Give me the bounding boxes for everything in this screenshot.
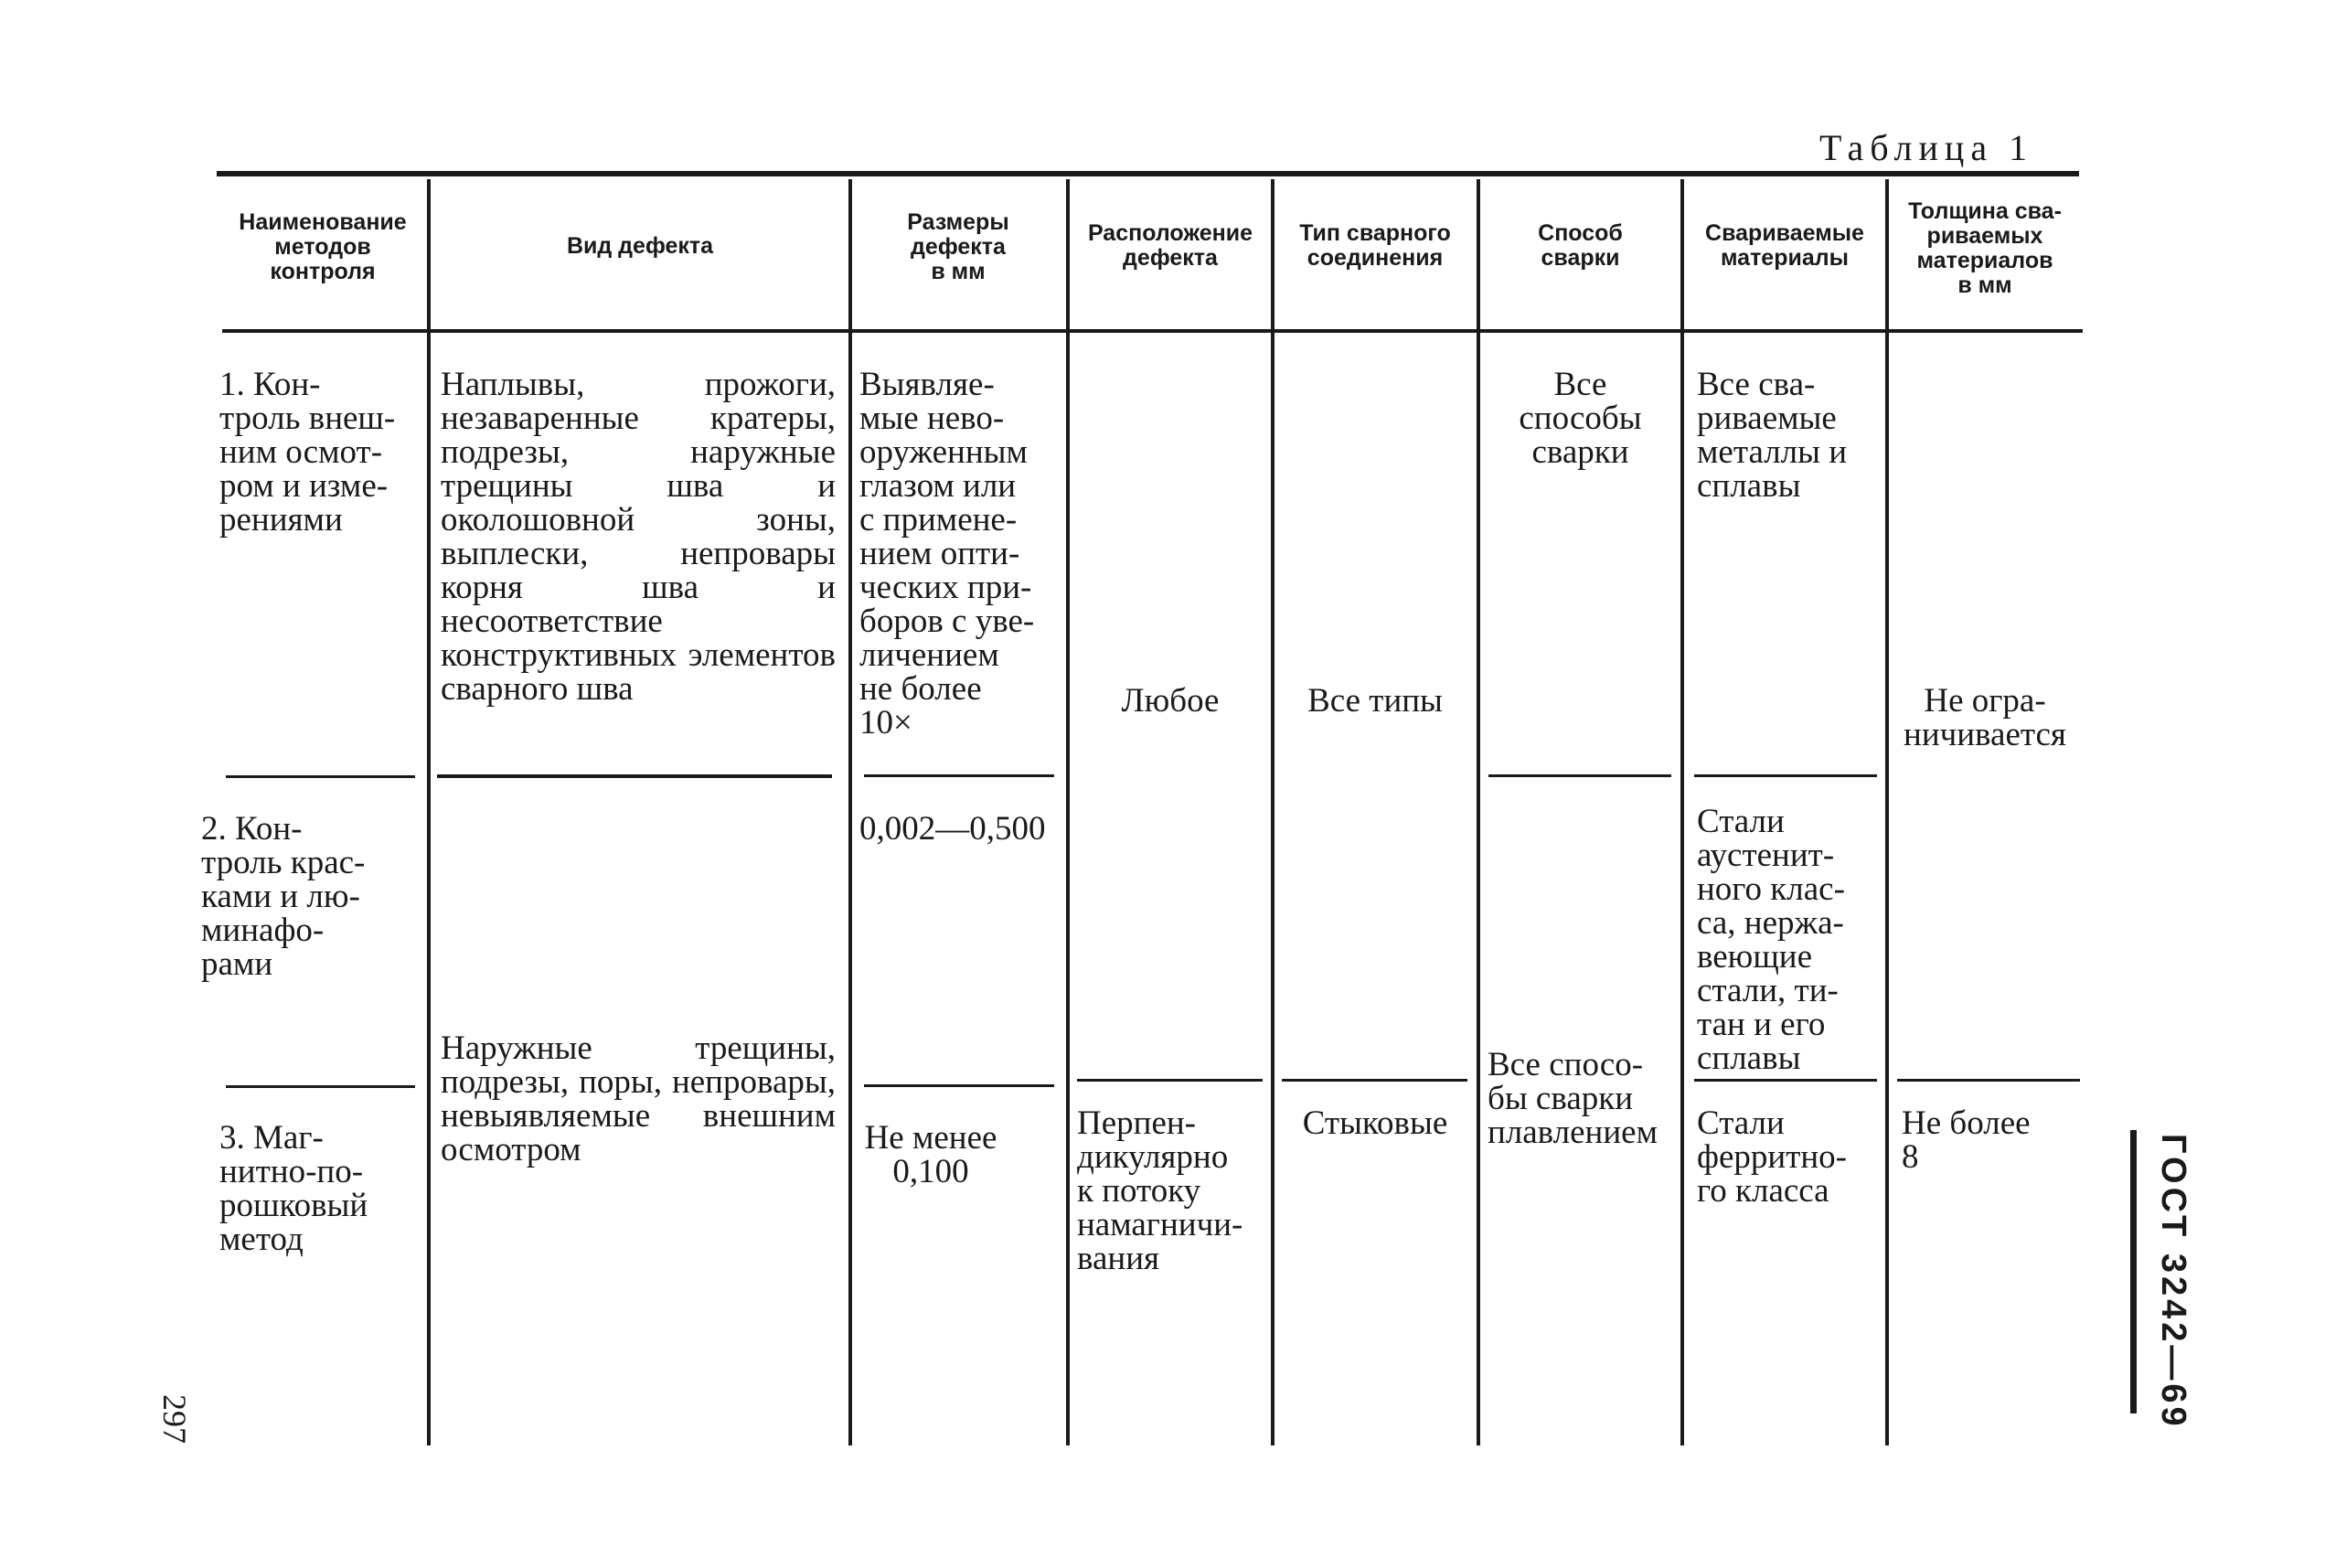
table-top-rule	[217, 171, 2079, 176]
row-separator	[864, 1084, 1054, 1087]
row-separator	[437, 774, 832, 778]
header-thickness: Толщина сва- риваемых материалов в мм	[1908, 198, 2062, 298]
row1-materials: Все сва- риваемые металлы и сплавы	[1697, 366, 1848, 505]
row-separator	[1282, 1079, 1467, 1082]
row12-joint-type: Все типы	[1307, 682, 1443, 720]
column-divider	[848, 179, 852, 1445]
row12-location: Любое	[1121, 682, 1220, 720]
header-defect-type: Вид дефекта	[566, 233, 714, 259]
row1-defect: Наплывы, прожоги, незаваренные кратеры, подрезы, наружные трещины шва и околошовной зоны, выплески, непровары корня шва и несоответствие конструктивных элементов сварного шва	[441, 366, 836, 708]
column-divider	[1680, 179, 1684, 1445]
row12-thickness: Не огра- ничивается	[1904, 682, 2066, 753]
table-caption: Таблица 1	[1819, 127, 2034, 168]
row3-thickness: Не более 8	[1902, 1104, 2031, 1176]
row3-materials: Стали ферритно- го класса	[1697, 1104, 1847, 1210]
row3-location: Перпен- дикулярно к потоку намагничи- вания	[1077, 1104, 1243, 1277]
header-joint-type: Тип сварного соединения	[1299, 220, 1451, 271]
row3-joint-type: Стыковые	[1302, 1104, 1448, 1142]
row-separator	[864, 774, 1054, 777]
header-bottom-rule	[222, 329, 2083, 333]
row2-materials: Стали аустенит- ного клас- са, нержа- веющие стали, ти- тан и его сплавы	[1697, 803, 1845, 1077]
row-separator	[1897, 1079, 2080, 1082]
header-defect-size: Размеры дефекта в мм	[907, 209, 1009, 284]
column-divider	[1271, 179, 1274, 1445]
header-location: Расположение дефекта	[1087, 220, 1253, 271]
row23-welding-method: Все спосо- бы сварки плавлением	[1488, 1046, 1658, 1151]
row-separator	[226, 1085, 415, 1088]
row-separator	[1077, 1079, 1263, 1082]
row23-defect: Наружные трещины, подрезы, поры, непровары, невыявляемые внешним осмотром	[441, 1029, 836, 1168]
column-divider	[427, 179, 431, 1445]
row1-size: Выявляе- мые нево- оруженным глазом или с примене- нием опти- ческих при- боров с уве- личением не более 10×	[859, 366, 1035, 741]
standard-label: ГОСТ 3242—69	[2154, 1134, 2192, 1430]
header-materials: Свариваемые материалы	[1705, 220, 1864, 271]
row1-welding-method: Все способы сварки	[1519, 366, 1642, 471]
row2-size: 0,002—0,500	[859, 810, 1046, 848]
row-separator	[1488, 774, 1671, 777]
row3-size: Не менее 0,100	[864, 1119, 997, 1190]
row-separator	[226, 775, 415, 778]
column-divider	[1885, 179, 1889, 1445]
page-number: 297	[156, 1394, 193, 1444]
side-label-rule	[2130, 1130, 2137, 1413]
row1-method: 1. Кон- троль внеш- ним осмот- ром и изме- рениями	[219, 366, 396, 539]
row-separator	[1694, 774, 1877, 777]
header-method: Наименование методов контроля	[239, 209, 407, 284]
row2-method: 2. Кон- троль крас- ками и лю- минафо- рами	[201, 810, 366, 983]
column-divider	[1066, 179, 1070, 1445]
header-welding-method: Способ сварки	[1538, 220, 1623, 271]
row-separator	[1694, 1079, 1877, 1082]
row3-method: 3. Маг- нитно-по- рошковый метод	[219, 1119, 368, 1258]
